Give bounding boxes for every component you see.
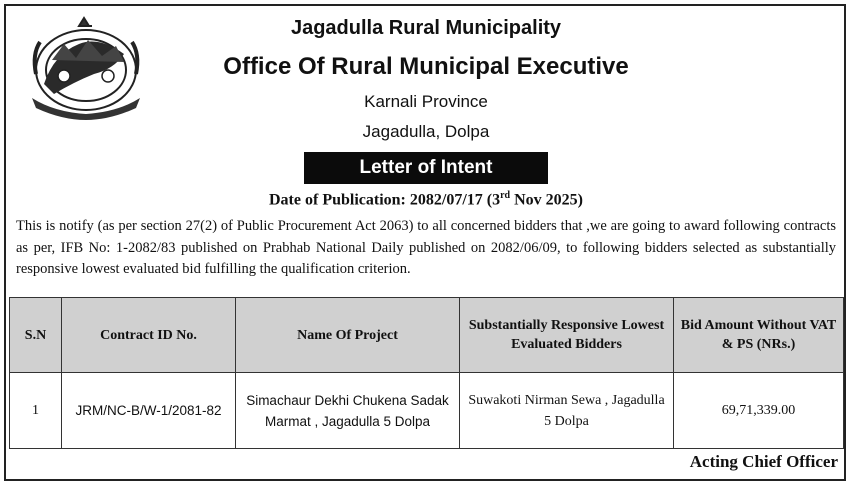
municipality-title: Jagadulla Rural Municipality [290,17,562,39]
header-sn: S.N [10,298,62,373]
signature-line: Acting Chief Officer [689,452,838,471]
notice-body-text: This is notify (as per section 27(2) of Public Procurement Act 2063) to all concerned bidders that ,we are going to award following contracts as per, IFB No: 1-2082/83 published on Prabhab National Daily published on 2082/06/09, to following bidders selected as substantially responsive lowest evaluated bid fulfilling the qualification criterion. [16,218,836,277]
header-bidder: Substantially Responsive Lowest Evaluated Bidders [460,298,674,373]
province-line: Karnali Province [364,92,488,111]
cell-contract-id: JRM/NC-B/W-1/2081-82 [62,373,236,449]
publication-date-ordinal: rd [500,190,511,201]
cell-project: Simachaur Dekhi Chukena Sadak Marmat , Jagadulla 5 Dolpa [236,373,460,449]
header-contract-id: Contract ID No. [62,298,236,373]
publication-date [0,190,852,209]
location-line: Jagadulla, Dolpa [362,122,490,141]
cell-amount: 69,71,339.00 [674,373,844,449]
table-header-row [10,298,844,373]
table-row [10,373,844,449]
publication-date-suffix: Nov 2025) [510,191,583,209]
letter-of-intent-banner [304,152,548,184]
cell-bidder: Suwakoti Nirman Sewa , Jagadulla 5 Dolpa [460,373,674,449]
header-project: Name Of Project [236,298,460,373]
cell-sn: 1 [10,373,62,449]
office-title: Office Of Rural Municipal Executive [223,53,629,80]
publication-date-prefix: Date of Publication: 2082/07/17 (3 [269,191,501,209]
header-amount: Bid Amount Without VAT & PS (NRs.) [674,298,844,373]
contracts-table [9,297,844,449]
letter-title: Letter of Intent [359,157,493,178]
